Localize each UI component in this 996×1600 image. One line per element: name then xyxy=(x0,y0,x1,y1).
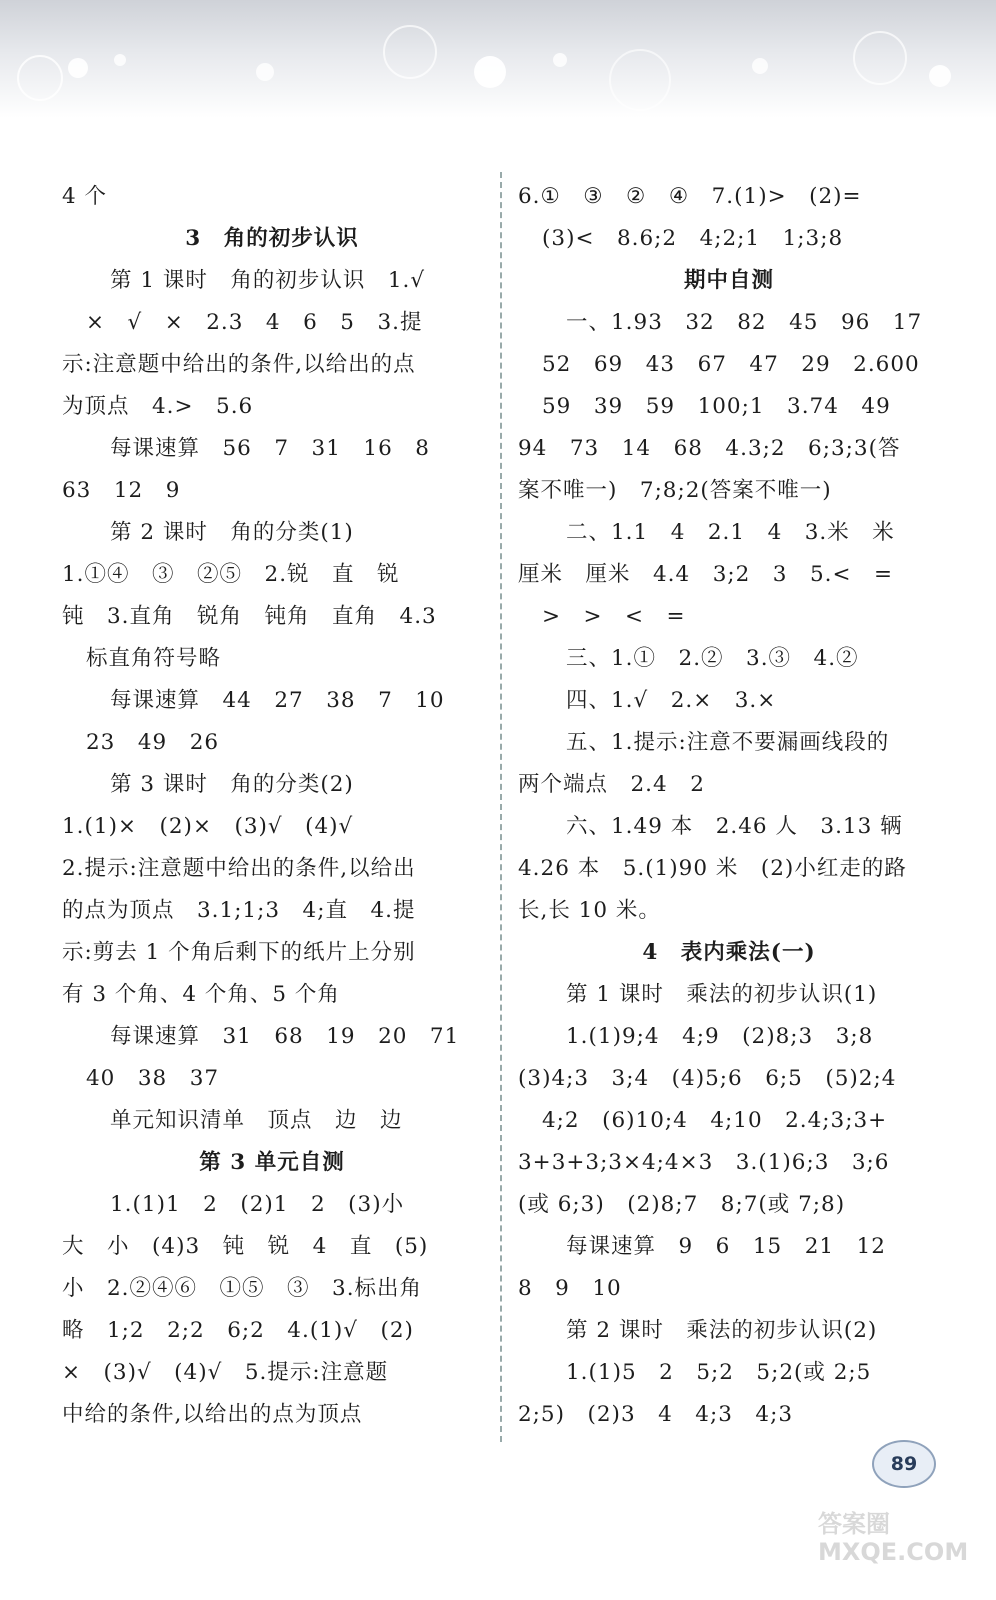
answer-line: × (3)√ (4)√ 5.提示:注意题 xyxy=(62,1360,389,1385)
answer-line: 每课速算 9 6 15 21 12 xyxy=(566,1234,886,1259)
answer-line: 二、1.1 4 2.1 4 3.米 米 xyxy=(566,520,895,545)
answer-line: 8 9 10 xyxy=(518,1276,622,1301)
watermark: 答案圈 MXQE.COM xyxy=(818,1510,969,1566)
left-answer-column xyxy=(62,176,482,1436)
answer-line: 钝 3.直角 锐角 钝角 直角 4.3 xyxy=(62,604,437,629)
answer-line: 1.(1)1 2 (2)1 2 (3)小 xyxy=(110,1192,405,1217)
answer-line: (3)< 8.6;2 4;2;1 1;3;8 xyxy=(542,226,844,251)
answer-line: 1.(1)× (2)× (3)√ (4)√ xyxy=(62,814,354,839)
column-divider xyxy=(500,172,502,1442)
answer-line: > > < = xyxy=(542,604,686,629)
answer-line: 小 2.②④⑥ ①⑤ ③ 3.标出角 xyxy=(62,1276,423,1301)
section-heading: 期中自测 xyxy=(683,268,774,293)
answer-line: 4;2 (6)10;4 4;10 2.4;3;3+ xyxy=(542,1108,888,1133)
answer-line: 长,长 10 米。 xyxy=(518,898,661,923)
answer-line: 第 1 课时 角的初步认识 1.√ xyxy=(110,268,426,293)
answer-line: 2;5) (2)3 4 4;3 4;3 xyxy=(518,1402,794,1427)
answer-line: 的点为顶点 3.1;1;3 4;直 4.提 xyxy=(62,898,416,923)
answer-line: 4.26 本 5.(1)90 米 (2)小红走的路 xyxy=(518,856,907,881)
answer-line: 五、1.提示:注意不要漏画线段的 xyxy=(566,730,890,755)
answer-line: 1.(1)9;4 4;9 (2)8;3 3;8 xyxy=(566,1024,874,1049)
answer-line: 中给的条件,以给出的点为顶点 xyxy=(62,1402,363,1427)
answer-line: 每课速算 56 7 31 16 8 xyxy=(110,436,430,461)
section-heading: 第 3 单元自测 xyxy=(199,1150,345,1175)
answer-line: (或 6;3) (2)8;7 8;7(或 7;8) xyxy=(518,1192,846,1217)
answer-line: 示:剪去 1 个角后剩下的纸片上分别 xyxy=(62,940,416,965)
answer-line: 1.①④ ③ ②⑤ 2.锐 直 锐 xyxy=(62,562,400,587)
answer-line: (3)4;3 3;4 (4)5;6 6;5 (5)2;4 xyxy=(518,1066,897,1091)
answer-line: 六、1.49 本 2.46 人 3.13 辆 xyxy=(566,814,903,839)
answer-line: 52 69 43 67 47 29 2.600 xyxy=(542,352,920,377)
header-decoration xyxy=(0,0,996,118)
answer-line: 6.① ③ ② ④ 7.(1)> (2)= xyxy=(518,184,862,209)
answer-line: 23 49 26 xyxy=(86,730,220,755)
answer-line: 标直角符号略 xyxy=(86,646,222,671)
answer-line: 40 38 37 xyxy=(86,1066,220,1091)
answer-line: 每课速算 44 27 38 7 10 xyxy=(110,688,445,713)
answer-line: 案不唯一) 7;8;2(答案不唯一) xyxy=(518,478,832,503)
answer-line: 有 3 个角、4 个角、5 个角 xyxy=(62,982,340,1007)
right-answer-column xyxy=(518,176,940,1436)
answer-line: 三、1.① 2.② 3.③ 4.② xyxy=(566,646,859,671)
answer-line: 大 小 (4)3 钝 锐 4 直 (5) xyxy=(62,1234,429,1259)
answer-line: 为顶点 4.> 5.6 xyxy=(62,394,254,419)
answer-line: 第 1 课时 乘法的初步认识(1) xyxy=(566,982,878,1007)
answer-line: 第 2 课时 角的分类(1) xyxy=(110,520,354,545)
page-number-badge: 89 xyxy=(872,1440,936,1488)
answer-line: 单元知识清单 顶点 边 边 xyxy=(110,1108,403,1133)
answer-line: 第 3 课时 角的分类(2) xyxy=(110,772,354,797)
answer-line: 4 个 xyxy=(62,184,108,209)
answer-line: × √ × 2.3 4 6 5 3.提 xyxy=(86,310,423,335)
answer-line: 厘米 厘米 4.4 3;2 3 5.< = xyxy=(518,562,894,587)
answer-line: 59 39 59 100;1 3.74 49 xyxy=(542,394,891,419)
answer-line: 略 1;2 2;2 6;2 4.(1)√ (2) xyxy=(62,1318,414,1343)
answer-line: 每课速算 31 68 19 20 71 xyxy=(110,1024,460,1049)
answer-line: 1.(1)5 2 5;2 5;2(或 2;5 xyxy=(566,1360,872,1385)
answer-line: 一、1.93 32 82 45 96 17 xyxy=(566,310,923,335)
answer-line: 四、1.√ 2.× 3.× xyxy=(566,688,777,713)
answer-line: 94 73 14 68 4.3;2 6;3;3(答 xyxy=(518,436,901,461)
answer-line: 63 12 9 xyxy=(62,478,181,503)
section-heading: 3 角的初步认识 xyxy=(185,226,359,251)
answer-line: 2.提示:注意题中给出的条件,以给出 xyxy=(62,856,416,881)
page-header-banner xyxy=(0,0,996,118)
section-heading: 4 表内乘法(一) xyxy=(642,940,816,965)
answer-line: 3+3+3;3×4;4×3 3.(1)6;3 3;6 xyxy=(518,1150,890,1175)
answer-line: 两个端点 2.4 2 xyxy=(518,772,705,797)
answer-line: 示:注意题中给出的条件,以给出的点 xyxy=(62,352,416,377)
answer-line: 第 2 课时 乘法的初步认识(2) xyxy=(566,1318,878,1343)
